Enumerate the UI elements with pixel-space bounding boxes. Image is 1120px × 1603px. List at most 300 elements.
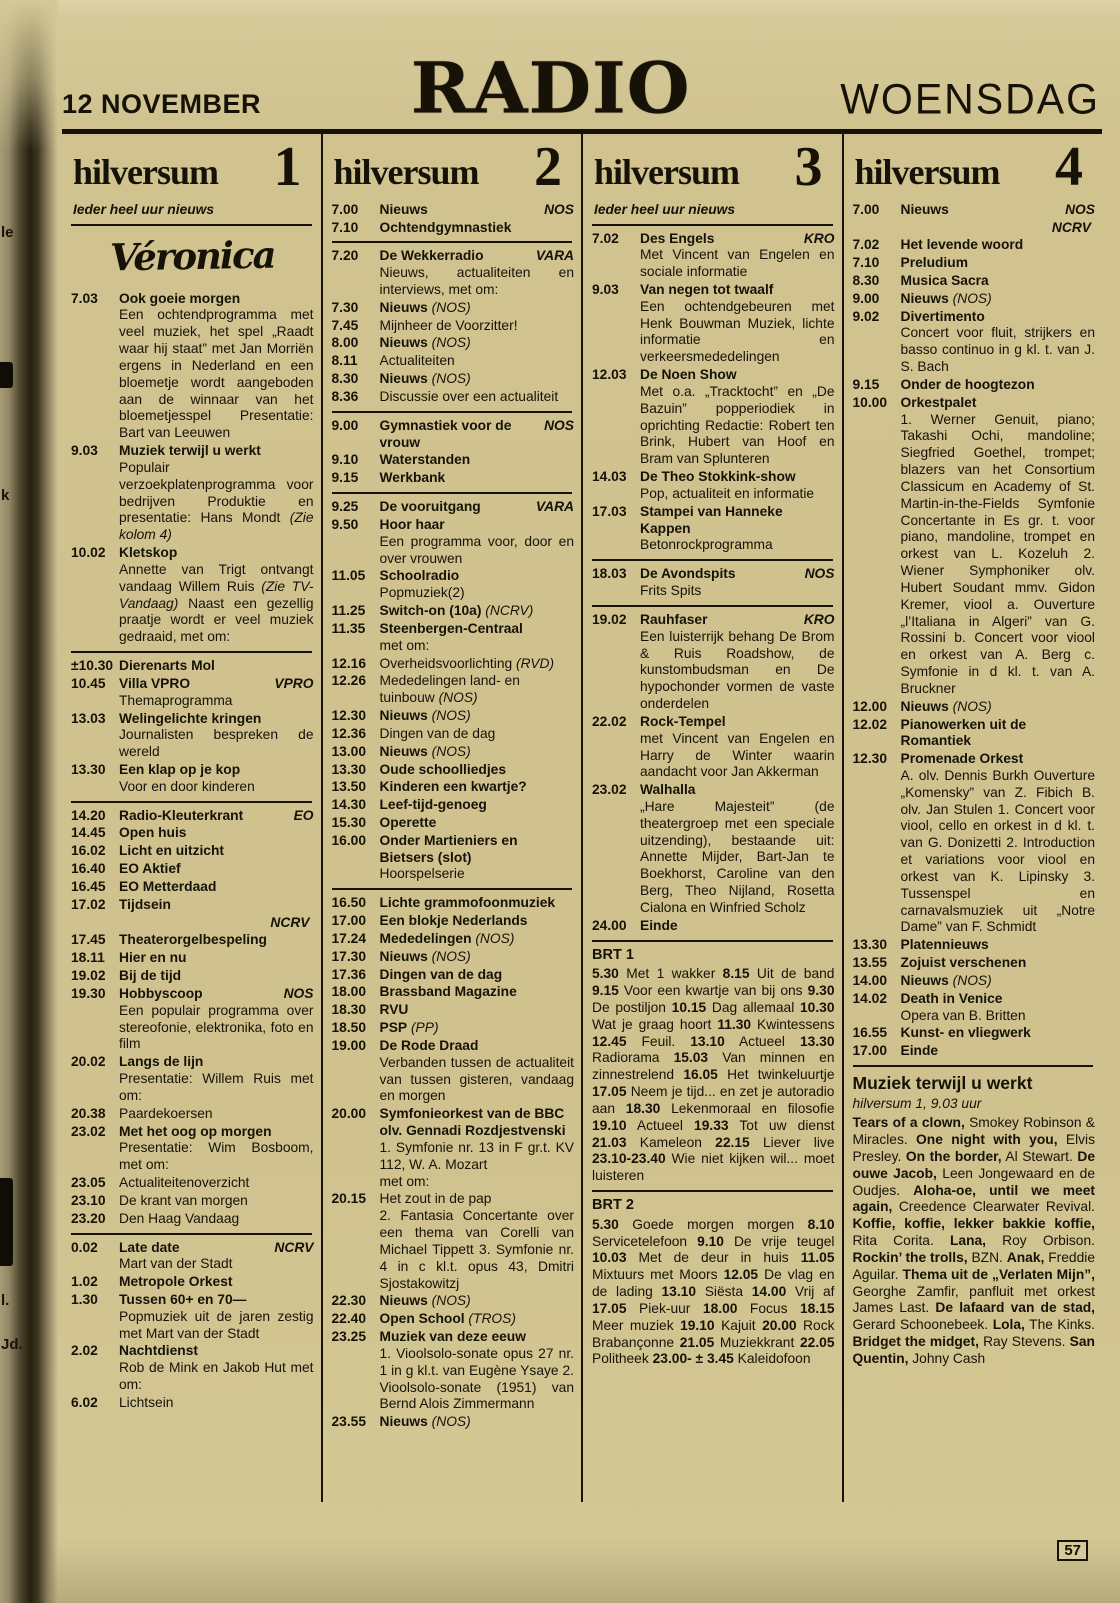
program-description: 1. Vioolsolo-sonate opus 27 nr. 1 in g kl.t. van Eugène Ysaye 2. Vioolsolo-sonate (1951) van Bernd Alois Zimmermann xyxy=(379,1345,574,1412)
program-info xyxy=(380,202,575,219)
program-entry xyxy=(71,1395,314,1412)
section-text: Tears of a clown, Smokey Robinson & Miracles. One night with you, Elvis Presley. On the border, Al Stewart. De ouwe Jacob, Leen Jongewaard en de Oudjes. Aloha-oe, until we meet again, Creedence Clearwater Revival. Koffie, koffie, lekker bakkie koffie, Rita Corita. Lana, Roy Orbison. Rockin’ the trolls, BZN. Anak, Freddie Aguilar. Thema uit de „Verlaten Mijn”, Georghe Zamfir, panfluit met orkest James Last. De lafaard van de stad, Gerard Schoonebeek. Lola, The Kinks. Bridget the midget, Ray Stevens. San Quentin, Johny Cash xyxy=(852,1115,1096,1366)
program-title: RVU xyxy=(379,1002,409,1018)
program-entry xyxy=(332,568,575,602)
program-time: 11.05 xyxy=(331,568,366,584)
program-entry xyxy=(71,986,314,1053)
network-label: NOS xyxy=(1065,201,1095,217)
program-entry xyxy=(71,1343,314,1393)
program-time: 11.25 xyxy=(331,603,366,619)
network-label: NOS xyxy=(283,985,314,1001)
program-entry xyxy=(332,621,575,655)
program-title: Schoolradio xyxy=(379,568,460,584)
program-description: Opera van B. Britten xyxy=(900,1007,1026,1023)
program-time: 19.30 xyxy=(71,985,106,1001)
program-info xyxy=(380,568,575,602)
program-time: 9.25 xyxy=(331,499,359,515)
column-hilversum-1 xyxy=(62,134,321,1502)
program-info xyxy=(380,833,575,883)
program-title: Nieuws xyxy=(379,1293,428,1309)
program-info xyxy=(119,1054,314,1104)
station-name: hilversum xyxy=(73,151,219,192)
program-entry xyxy=(853,377,1096,394)
program-info xyxy=(119,1274,314,1291)
program-title: Het levende woord xyxy=(900,237,1024,253)
program-time: 0.02 xyxy=(71,1239,98,1255)
section-text: 5.30 Met 1 wakker 8.15 Uit de band 9.15 Voor een kwartje van bij ons 9.30 De postiljon 10.15 Dag allemaal 10.30 Wat je graag hoort 11.30 Kwintessens 12.45 Feuil. 13.10 Actueel 13.30 Radiorama 15.03 Van minnen en zinnestrelend 16.05 Het twinkeluurtje 17.05 Neem je tijd... en zet je autoradio aan 18.30 Lekenmoraal en filosofie 19.10 Actueel 19.33 Tot uw dienst 21.03 Kameleon 22.15 Liever live 23.10-23.40 Wie niet kijken wil... moet luisteren xyxy=(592,966,835,1184)
program-entry xyxy=(332,1191,575,1292)
program-description: 1. Werner Genuit, piano; Takashi Ochi, mandoline; Siegfried Goethel, trompet; blazers van het Consortium Classicum en Academy of St. Martin-in-the-Fields Symfonie Concertante in Es gr. t. voor piano, mandoline, trompet en orkest van L. Kozeluh 2. Wiener Symphoniker olv. Hubert Soudant mmv. Gidon Kremer, viool a. Ouverture „l’Italiana in Algeri” van G. Rossini b. Concert voor viool en orkest van A. Berg c. Symfonie in d kl. t. van A. Bruckner xyxy=(900,411,1095,696)
program-info xyxy=(119,968,314,985)
program-time: 23.02 xyxy=(592,782,627,798)
program-columns xyxy=(62,134,1102,1502)
program-info xyxy=(380,1414,575,1431)
divider-rule xyxy=(332,888,573,890)
scan-artifact xyxy=(0,362,13,388)
program-title: Ook goeie morgen xyxy=(119,290,241,306)
program-title: Zojuist verschenen xyxy=(900,955,1027,971)
program-time: 20.15 xyxy=(331,1191,367,1207)
program-time: 13.03 xyxy=(71,710,106,726)
program-time: 12.02 xyxy=(852,716,888,732)
network-suffix: (NOS) xyxy=(471,930,515,946)
program-list xyxy=(332,202,575,1431)
program-info xyxy=(119,443,314,544)
program-entry xyxy=(592,782,835,917)
program-title: EO Metterdaad xyxy=(119,878,217,894)
program-time: 20.00 xyxy=(331,1106,367,1122)
program-entry xyxy=(592,367,835,468)
program-entry xyxy=(332,895,575,912)
program-info xyxy=(119,1124,314,1174)
column-hilversum-2 xyxy=(321,134,582,1502)
program-description: Met o.a. „Tracktocht” en „De Bazuin” popperiodiek in oprichting Redactie: Robert ten Brink, Hubert van Hoof en Bram van Splunteren xyxy=(640,383,835,467)
program-info xyxy=(119,897,314,914)
program-entry xyxy=(853,717,1096,751)
program-entry xyxy=(332,470,575,487)
program-title: Actualiteitenoverzicht xyxy=(119,1175,250,1191)
program-title: De krant van morgen xyxy=(119,1192,248,1208)
program-title: PSP xyxy=(379,1020,408,1036)
program-entry xyxy=(853,973,1096,990)
program-title: Nieuws xyxy=(379,335,428,351)
program-description: Betonrockprogramma xyxy=(640,537,773,553)
program-entry xyxy=(71,443,314,544)
program-time: 7.10 xyxy=(331,219,359,235)
program-time: ±10.30 xyxy=(71,658,114,674)
program-title: Nieuws xyxy=(900,290,949,306)
program-entry xyxy=(332,353,575,370)
program-time: 22.40 xyxy=(331,1311,367,1327)
program-info xyxy=(380,603,575,620)
program-title: Walhalla xyxy=(640,782,696,798)
page-number-badge xyxy=(1057,1540,1088,1561)
program-title: Late date xyxy=(119,1239,180,1255)
divider-rule xyxy=(592,940,833,942)
day-label: WOENSDAG xyxy=(840,74,1100,124)
program-entry xyxy=(332,1002,575,1019)
program-info xyxy=(901,751,1096,936)
program-info xyxy=(640,714,835,781)
program-info xyxy=(380,815,575,832)
station-number: 3 xyxy=(794,136,823,198)
program-info xyxy=(380,621,575,655)
network-label: NOS xyxy=(804,566,835,582)
program-info xyxy=(119,711,314,761)
program-entry xyxy=(332,1106,575,1190)
program-time: 7.45 xyxy=(331,317,359,333)
program-title: Musica Sacra xyxy=(900,272,989,288)
program-time: 17.00 xyxy=(331,913,367,929)
program-title: Muziek van deze eeuw xyxy=(379,1329,526,1345)
program-description: Pop, actualiteit en informatie xyxy=(640,485,815,501)
program-time: 12.36 xyxy=(331,725,367,741)
network-label: VARA xyxy=(535,499,574,515)
program-info xyxy=(380,1293,575,1310)
program-title: Rauhfaser xyxy=(640,611,708,627)
program-entry xyxy=(71,1211,314,1228)
program-description: met Vincent van Engelen en Harry de Winter waarin aandacht voor Jan Akkerman xyxy=(640,730,835,780)
program-time: 17.30 xyxy=(331,948,367,964)
program-title: Kletskop xyxy=(119,545,178,561)
program-title: Bij de tijd xyxy=(119,968,182,984)
program-time: 22.30 xyxy=(331,1293,367,1309)
program-title: Ochtendgymnastiek xyxy=(379,219,512,235)
program-title: Divertimento xyxy=(900,308,985,324)
program-info xyxy=(380,389,575,406)
program-entry xyxy=(71,968,314,985)
program-time: 12.30 xyxy=(852,751,888,767)
program-title: Metropole Orkest xyxy=(119,1274,233,1290)
network-label: NCRV xyxy=(1051,219,1091,235)
program-entry xyxy=(853,955,1096,972)
program-list xyxy=(71,202,314,1412)
program-info xyxy=(380,371,575,388)
station-name: hilversum xyxy=(333,151,479,192)
program-time: 16.55 xyxy=(852,1025,888,1041)
program-time: 12.00 xyxy=(852,698,888,714)
program-entry xyxy=(332,967,575,984)
station-name: hilversum xyxy=(854,151,1000,192)
section-heading: BRT 1 xyxy=(592,946,634,963)
program-time: 7.30 xyxy=(331,299,359,315)
program-title: Pianowerken uit de Romantiek xyxy=(900,716,1027,749)
program-entry xyxy=(71,1175,314,1192)
program-description: Hoorspelserie xyxy=(379,866,465,882)
program-info xyxy=(119,1175,314,1192)
program-title: Platennieuws xyxy=(900,937,989,953)
program-title: Hier en nu xyxy=(119,950,187,966)
program-time: 17.02 xyxy=(71,896,106,912)
program-time: 16.02 xyxy=(71,843,106,859)
program-entry xyxy=(332,931,575,948)
program-description: Popmuziek uit de jaren zestig met Mart van der Stadt xyxy=(119,1308,314,1341)
divider-rule xyxy=(332,411,573,413)
station-heading xyxy=(594,136,833,198)
program-title: Licht en uitzicht xyxy=(119,843,225,859)
program-description: „Hare Majesteit” (de theatergroep met een speciale uitzending), bestaande uit: Annette Mijder, Bart-Jan te Boekhorst, Caroline van den Berg, Theo Nijland, Rosetta Cialona en Winfried Scholz xyxy=(640,799,835,915)
program-description: Rob de Mink en Jakob Hut met om: xyxy=(119,1360,314,1393)
program-info xyxy=(901,377,1096,394)
program-time: 16.40 xyxy=(71,861,106,877)
section-heading: Muziek terwijl u werkt xyxy=(852,1073,1033,1094)
program-entry xyxy=(853,291,1096,308)
program-title: Hoor haar xyxy=(379,516,445,532)
program-time: 14.20 xyxy=(71,807,106,823)
program-title: Villa VPRO xyxy=(119,675,191,691)
program-info xyxy=(380,984,575,1001)
section-subtitle: hilversum 1, 9.03 uur xyxy=(852,1096,982,1112)
program-time: 19.02 xyxy=(592,611,627,627)
divider-rule xyxy=(332,241,573,243)
program-info xyxy=(119,861,314,878)
program-entry xyxy=(71,1292,314,1342)
program-title: Nieuws xyxy=(900,201,949,217)
program-title: Open huis xyxy=(119,825,187,841)
program-title: De Wekkerradio xyxy=(379,248,484,264)
program-entry xyxy=(332,913,575,930)
program-entry xyxy=(71,545,314,646)
program-time: 9.02 xyxy=(852,308,880,324)
page-number: 57 xyxy=(1064,1542,1081,1559)
program-time: 6.02 xyxy=(71,1394,98,1410)
program-time: 9.03 xyxy=(592,281,619,297)
program-title: Mededelingen land- en tuinbouw xyxy=(379,673,520,706)
program-info xyxy=(119,676,314,710)
program-title: Leef-tijd-genoeg xyxy=(379,797,487,813)
program-info xyxy=(901,309,1096,376)
program-entry xyxy=(71,1193,314,1210)
program-time: 7.20 xyxy=(331,248,359,264)
network-label: VARA xyxy=(535,248,574,264)
program-title: Stampei van Hanneke Kappen xyxy=(640,503,783,536)
network-label: NOS xyxy=(544,201,574,217)
program-title: Den Haag Vandaag xyxy=(119,1210,240,1226)
program-entry xyxy=(332,603,575,620)
program-title: Lichte grammofoonmuziek xyxy=(379,895,556,911)
network-suffix: (NOS) xyxy=(427,1293,471,1309)
program-title: Promenade Orkest xyxy=(900,751,1024,767)
program-time: 19.02 xyxy=(71,968,106,984)
program-info xyxy=(380,220,575,237)
program-time: 14.00 xyxy=(852,972,888,988)
program-time: 12.03 xyxy=(592,367,627,383)
program-info xyxy=(380,499,575,516)
program-entry xyxy=(71,1054,314,1104)
program-entry xyxy=(71,711,314,761)
program-description: Met Vincent van Engelen en sociale informatie xyxy=(640,247,835,280)
network-suffix: (TROS) xyxy=(464,1311,516,1327)
program-info xyxy=(119,1211,314,1228)
program-time: 23.05 xyxy=(71,1175,106,1191)
program-title: Tijdsein xyxy=(119,896,171,912)
program-entry xyxy=(332,517,575,567)
network-suffix: (NOS) xyxy=(427,371,471,387)
program-entry xyxy=(71,861,314,878)
column-hilversum-4 xyxy=(842,134,1103,1502)
edge-text-fragment: l. xyxy=(1,1292,10,1309)
program-time: 13.30 xyxy=(71,761,106,777)
program-time: 17.45 xyxy=(71,932,106,948)
program-time: 18.11 xyxy=(71,950,105,966)
program-title: De Theo Stokkink-show xyxy=(640,469,796,485)
program-info xyxy=(380,452,575,469)
program-description: Een luisterrijk behang De Brom & Ruis Roadshow, de kunstombudsman en De hypochonder vormen de vaste onderdelen xyxy=(640,628,835,712)
program-time: 9.00 xyxy=(331,417,359,433)
divider-rule xyxy=(71,651,312,653)
program-description: met om: xyxy=(379,637,430,653)
hourly-news-note: Ieder heel uur nieuws xyxy=(594,201,736,217)
program-time: 14.02 xyxy=(852,990,888,1006)
program-description: Een ochtendprogramma met veel muziek, het spel „Raadt waar hij staat” met Jan Morriën ergens in Nederland en een bloemetje wordt aangeboden aan de winnaar van het bloemetjesspel Presentatie: Bart van Leeuwen xyxy=(119,307,314,441)
program-description: A. olv. Dennis Burkh Ouverture „Komensky” van Z. Fibich B. olv. Jan Stulen 1. Concert voor viool, cello en orkest in d kl. t. van G. Donizetti 2. Introduction et variations voor viool en orkest van K. Lipinsky 3. Tussenspel en carnavalsmuziek uit „Notre Dame” van F. Schmidt xyxy=(900,768,1095,935)
page-gutter xyxy=(0,0,58,1603)
program-entry xyxy=(592,282,835,366)
program-title: Nieuws xyxy=(379,299,428,315)
network-label: EO xyxy=(293,807,314,823)
program-title: Oude schoolliedjes xyxy=(379,761,507,777)
program-entry xyxy=(71,1274,314,1291)
program-info xyxy=(380,1106,575,1190)
program-title: De Noen Show xyxy=(640,367,737,383)
program-time: 7.02 xyxy=(592,230,619,246)
section-title: RADIO xyxy=(410,45,691,130)
program-title: Rock-Tempel xyxy=(640,713,726,729)
program-time: 18.03 xyxy=(592,566,627,582)
program-entry xyxy=(332,499,575,516)
program-info xyxy=(901,937,1096,954)
program-title: Nieuws xyxy=(379,948,428,964)
program-title: Actualiteiten xyxy=(379,353,455,369)
station-name: hilversum xyxy=(594,151,740,192)
program-info xyxy=(901,202,1096,219)
program-time: 23.55 xyxy=(331,1414,367,1430)
section-heading: BRT 2 xyxy=(592,1197,634,1214)
program-title: Dingen van de dag xyxy=(379,966,503,982)
program-entry xyxy=(853,273,1096,290)
program-list xyxy=(853,202,1096,1368)
program-info xyxy=(380,1020,575,1037)
divider-rule xyxy=(592,559,833,561)
program-title: Orkestpalet xyxy=(900,394,977,410)
program-time: 16.45 xyxy=(71,878,106,894)
program-time: 7.10 xyxy=(852,255,880,271)
program-info xyxy=(380,300,575,317)
network-label: KRO xyxy=(803,611,835,627)
program-info xyxy=(380,1329,575,1413)
program-time: 12.26 xyxy=(331,673,367,689)
network-label: VPRO xyxy=(274,675,314,691)
program-time: 12.16 xyxy=(331,655,367,671)
page-content xyxy=(62,0,1102,1502)
program-time: 8.11 xyxy=(331,353,358,369)
program-entry xyxy=(332,1329,575,1413)
program-info xyxy=(380,335,575,352)
program-entry xyxy=(71,808,314,825)
program-time: 13.00 xyxy=(331,743,367,759)
program-time: 11.35 xyxy=(331,620,366,636)
program-info xyxy=(380,967,575,984)
divider-rule xyxy=(853,1065,1094,1067)
network-suffix: (PP) xyxy=(407,1020,439,1036)
program-entry xyxy=(853,237,1096,254)
program-info xyxy=(380,726,575,743)
program-time: 23.10 xyxy=(71,1192,106,1208)
program-info xyxy=(380,470,575,487)
program-time: 10.02 xyxy=(71,545,106,561)
program-entry xyxy=(71,932,314,949)
scan-artifact xyxy=(0,1178,13,1266)
program-time: 16.00 xyxy=(331,832,367,848)
divider-rule xyxy=(71,801,312,803)
program-time: 13.50 xyxy=(331,779,367,795)
program-description: Populair verzoekplatenprogramma voor bedrijven Produktie en presentatie: Hans Mondt (Zie kolom 4) xyxy=(119,459,314,543)
program-entry xyxy=(592,469,835,503)
station-number: 4 xyxy=(1055,136,1083,198)
program-title: Muziek terwijl u werkt xyxy=(119,443,261,459)
program-title: Mijnheer de Voorzitter! xyxy=(379,317,518,333)
program-info xyxy=(119,1240,314,1274)
program-description: 1. Symfonie nr. 13 in F gr.t. KV 112, W. A. Mozart met om: xyxy=(379,1139,574,1189)
program-time: 1.30 xyxy=(71,1292,98,1307)
program-entry xyxy=(71,825,314,842)
program-info xyxy=(901,973,1096,990)
program-entry xyxy=(853,309,1096,376)
program-title: Het zout in de pap xyxy=(379,1191,492,1207)
program-time: 9.10 xyxy=(331,452,359,468)
network-suffix: (NOS) xyxy=(427,948,471,964)
program-entry xyxy=(71,676,314,710)
program-entry xyxy=(592,231,835,281)
program-description: Annette van Trigt ontvangt vandaag Willem Ruis (Zie TV-Vandaag) Naast een gezellig praatje wordt er veel muziek gedraaid, met om: xyxy=(119,561,314,645)
program-description: 2. Fantasia Concertante over een thema van Corelli van Michael Tippett 3. Symfonie nr. 4 in c kl.t. opus 43, Dmitri Sjostakowitzj xyxy=(379,1208,574,1291)
program-title: Overheidsvoorlichting xyxy=(379,655,513,671)
station-number: 2 xyxy=(534,136,562,198)
network-suffix: (NOS) xyxy=(427,708,471,724)
program-time: 2.02 xyxy=(71,1343,98,1359)
program-info xyxy=(380,248,575,298)
program-entry xyxy=(332,418,575,452)
program-title: Preludium xyxy=(900,255,968,271)
network-suffix: (NOS) xyxy=(427,743,471,759)
program-title: Een klap op je kop xyxy=(119,761,241,777)
program-entry xyxy=(332,248,575,298)
station-number: 1 xyxy=(273,136,302,198)
program-time: 23.25 xyxy=(331,1329,367,1345)
program-entry xyxy=(332,744,575,761)
program-title: Dierenarts Mol xyxy=(119,658,215,674)
program-entry xyxy=(853,751,1096,936)
program-entry xyxy=(332,1020,575,1037)
program-time: 7.03 xyxy=(71,290,98,306)
program-title: Nieuws xyxy=(379,708,428,724)
program-time: 9.50 xyxy=(331,516,359,532)
program-info xyxy=(119,986,314,1053)
network-suffix: (NOS) xyxy=(948,290,992,306)
program-time: 17.00 xyxy=(852,1043,888,1059)
program-info xyxy=(380,913,575,930)
divider-rule xyxy=(71,224,312,226)
program-info xyxy=(119,950,314,967)
program-entry xyxy=(853,1043,1096,1060)
program-time: 24.00 xyxy=(592,917,627,933)
program-title: Paardekoersen xyxy=(119,1105,213,1121)
station-heading xyxy=(854,136,1094,198)
program-entry xyxy=(332,202,575,219)
program-title: Einde xyxy=(640,917,678,933)
program-info xyxy=(901,237,1096,254)
program-entry xyxy=(592,612,835,713)
